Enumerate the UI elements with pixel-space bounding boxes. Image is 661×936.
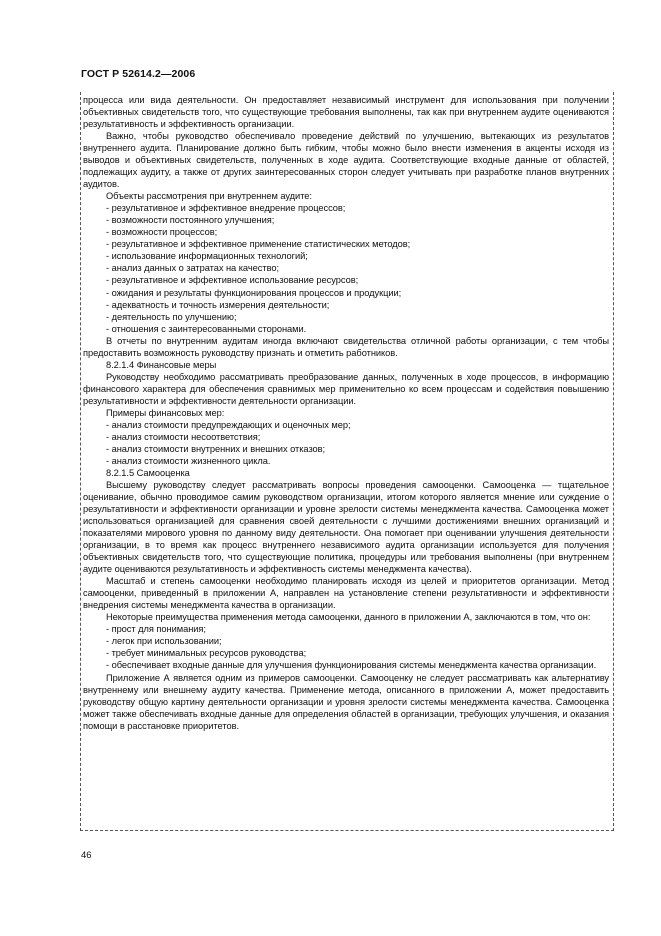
paragraph: Некоторые преимущества применения метода самооценки, данного в приложении А, заключаются в том, что он: bbox=[106, 612, 591, 623]
paragraph: В отчеты по внутренним аудитам иногда включают свидетельства отличной работы организации, с тем чтобы предоставить возможность руководству признать и отметить работников. bbox=[83, 335, 609, 358]
list-item: - прост для понимания; bbox=[106, 624, 206, 635]
paragraph: Важно, чтобы руководство обеспечивало проведение действий по улучшению, вытекающих из результатов внутреннего аудита. Планирование должно быть гибким, чтобы можно было внести изменения в акценты исходя из выводов и объективных свидетельств, полученных в ходе аудита. Соответствующие входные данные от областей, подлежащих аудиту, а также от других заинтересованных сторон следует учитывать при разработке планов внутренних аудитов. bbox=[83, 131, 609, 190]
list-item: - обеспечивает входные данные для улучшения функционирования системы менеджмента качества организации. bbox=[106, 660, 597, 671]
list-item: - анализ стоимости внутренних и внешних отказов; bbox=[106, 443, 326, 454]
paragraph: Руководству необходимо рассматривать преобразование данных, полученных в ходе процессов, в информацию финансового характера для обеспечения сравнимых мер применительно ко всем процессам и содействия повышению результативности и эффективности деятельности организации. bbox=[83, 371, 609, 406]
list-item: - анализ данных о затратах на качество; bbox=[106, 263, 280, 274]
list-item: - анализ стоимости несоответствия; bbox=[106, 431, 261, 442]
paragraph: Высшему руководству следует рассматривать вопросы проведения самооценки. Самооценка — тщательное оценивание, обычно проводимое самим руководством организации, итогом которого является мнение или суждение о результативности и эффективности организации и уровне зрелости системы менеджмента качества. Самооценка может использоваться организацией для сравнения своей деятельности с лучшими достижениями внешних организаций и показателями мирового уровня по данному виду деятельности. Она помогает при оценивании улучшения деятельности организации, в то время как процесс внутреннего независимого аудита организации используется для получения объективных свидетельств того, что существующие политика, процедуры или требования выполнены (при внутреннем аудите оцениваются результативность и эффективность системы менеджмента качества). bbox=[83, 480, 609, 575]
list-item: - результативное и эффективное внедрение процессов; bbox=[106, 203, 346, 214]
paragraph: 8.2.1.5 Самооценка bbox=[106, 467, 190, 478]
list-item: - возможности постоянного улучшения; bbox=[106, 215, 275, 226]
list-item: - ожидания и результаты функционирования процессов и продукции; bbox=[106, 287, 402, 298]
list-item: - адекватность и точность измерения деятельности; bbox=[106, 299, 330, 310]
list-item: - деятельность по улучшению; bbox=[106, 311, 237, 322]
paragraph: Масштаб и степень самооценки необходимо планировать исходя из целей и приоритетов организации. Метод самооценки, приведенный в приложении А, направлен на установление степени результативности и эффективности внедрения системы менеджмента качества в организации. bbox=[83, 576, 609, 611]
paragraph: 8.2.1.4 Финансовые меры bbox=[106, 359, 217, 370]
document-header: ГОСТ Р 52614.2—2006 bbox=[81, 68, 196, 80]
list-item: - результативное и эффективное применение статистических методов; bbox=[106, 239, 411, 250]
list-item: - использование информационных технологий; bbox=[106, 251, 308, 262]
list-item: - требует минимальных ресурсов руководства; bbox=[106, 648, 307, 659]
paragraph: Примеры финансовых мер: bbox=[106, 407, 225, 418]
list-item: - отношения с заинтересованными сторонами. bbox=[106, 323, 307, 334]
paragraph: Приложение А является одним из примеров самооценки. Самооценку не следует рассматривать как альтернативу внутреннему или внешнему аудиту качества. Применение метода, описанного в приложении А, может предоставить руководству общую картину деятельности организации и уровня зрелости системы менеджмента качества. Самооценка может также обеспечивать входные данные для определения областей в организации, требующих улучшения, и оказания помощи в расстановке приоритетов. bbox=[83, 672, 609, 731]
list-item: - анализ стоимости предупреждающих и оценочных мер; bbox=[106, 419, 351, 430]
page-body bbox=[83, 94, 609, 732]
list-item: - возможности процессов; bbox=[106, 227, 218, 238]
list-item: - легок при использовании; bbox=[106, 636, 222, 647]
page-number: 46 bbox=[81, 850, 92, 861]
list-item: - анализ стоимости жизненного цикла. bbox=[106, 455, 271, 466]
paragraph: Объекты рассмотрения при внутреннем аудите: bbox=[106, 191, 312, 202]
list-item: - результативное и эффективное использование ресурсов; bbox=[106, 275, 359, 286]
paragraph: процесса или вида деятельности. Он предоставляет независимый инструмент для использования при получении объективных свидетельств того, что существующие требования выполнены, так как при внутреннем аудите оцениваются результативность и эффективность организации. bbox=[83, 95, 609, 130]
